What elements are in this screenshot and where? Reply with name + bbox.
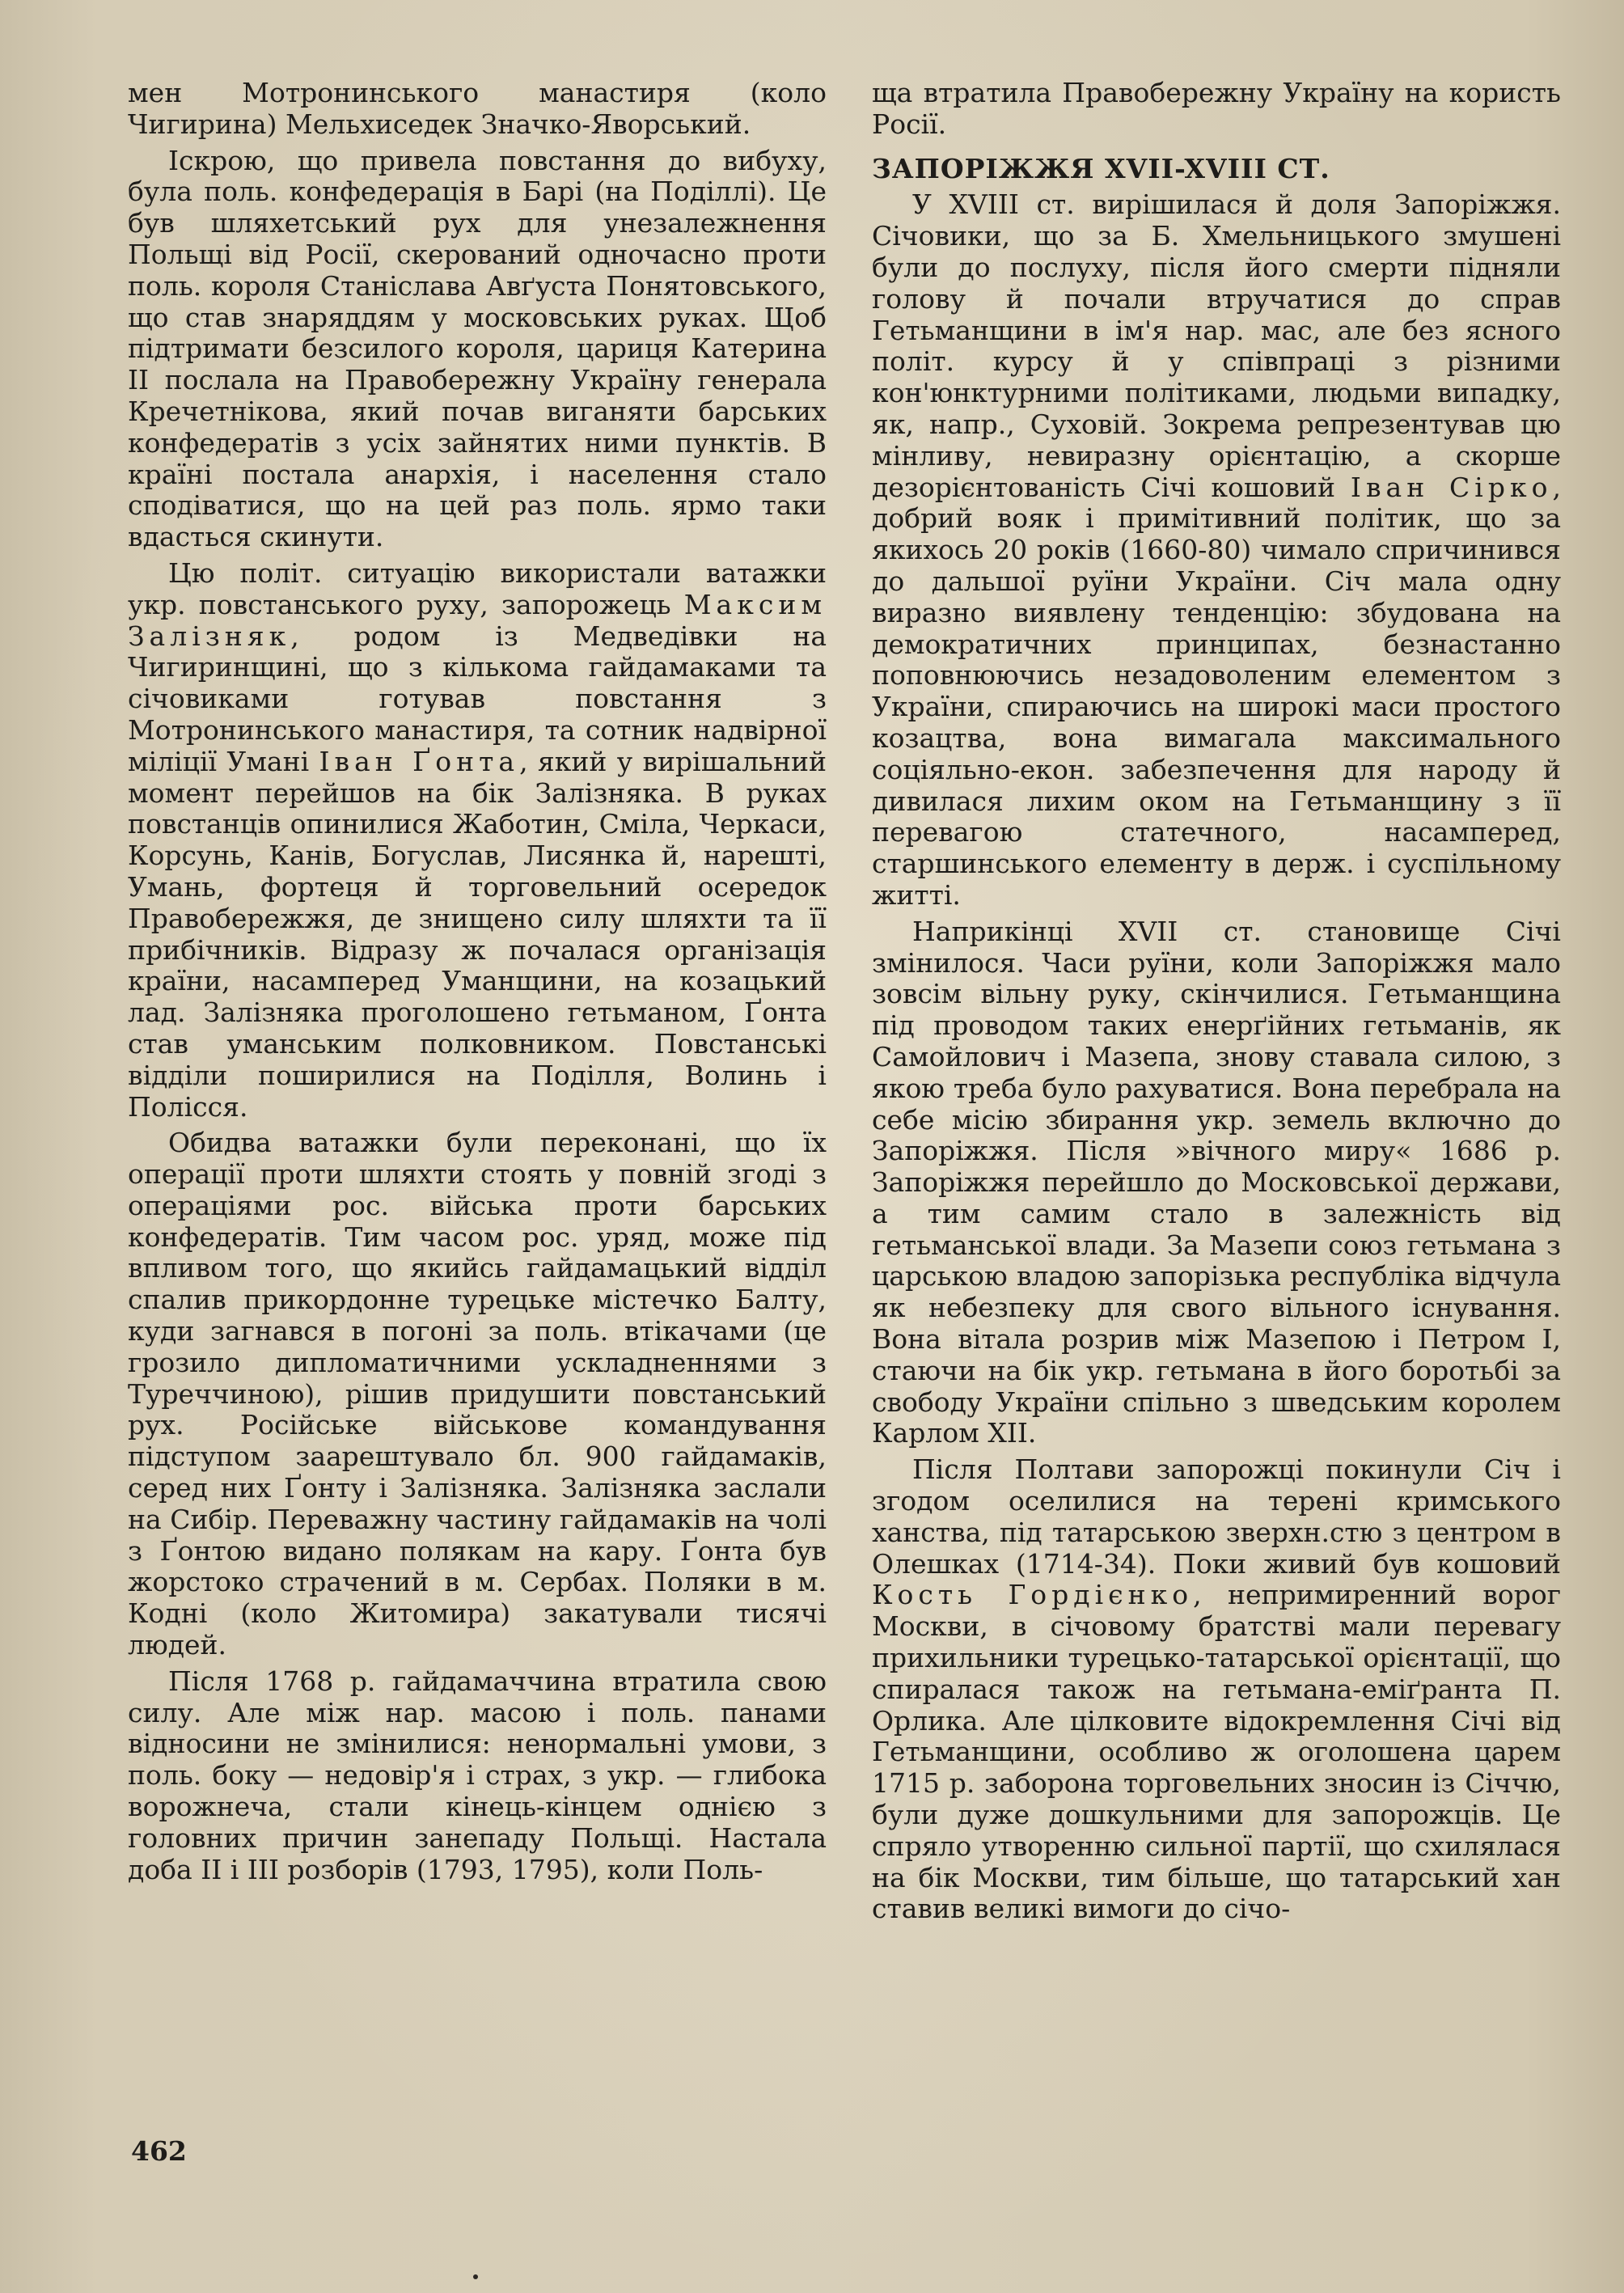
text-run: , добрий вояк і примітивний політик, що за якихось 20 років (1660-80) чимало спричинився до дальшої руїни України. Січ мала одну виразно виявлену тенденцію: збудована на демократичних принципах, безнастанно поповнюючись незадоволеним елементом з України, спираючись на широкі маси простого козацтва, вона вимагала максимального соціяльно-екон. забезпечення для народу й дивилася лихим оком на Гетьманщину з її перевагою статечного, насамперед, старшинського елементу в держ. і суспільному житті. [872, 471, 1561, 911]
paragraph-suppression: Обидва ватажки були переконані, що їх операції проти шляхти стоять у повній згоді з операціями рос. війська проти барських конфедератів. Тим часом рос. уряд, може під впливом того, що якийсь гайдамацький відділ спалив прикордонне турецьке містечко Балту, куди загнався в погоні за поль. втікачами (це грозило дипломатичними ускладненнями з Туреччиною), рішив придушити повстанський рух. Російське військове командування підступом заарештувало бл. 900 гайдамаків, серед них Ґонту і Залізняка. Залізняка заслали на Сибір. Переважну частину гайдамаків на чолі з Ґонтою видано полякам на кару. Ґонта був жорстоко страчений в м. Сербах. Поляки в м. Кодні (коло Житомира) закатували тисячі людей. [128, 1127, 827, 1661]
text-run: , непримиренний ворог Москви, в січовому братстві мали перевагу прихильники турецько-татарської орієнтації, що спиралася також на гетьмана-еміґранта П. Орлика. Але цілковите відокремлення Січі від Гетьманщини, особливо ж оголошена царем 1715 р. заборона торговельних зносин із Січчю, були дуже дошкульними для запорожців. Це спряло утворенню сильної партії, що схилялася на бік Москви, тим більше, що татарський хан ставив великі вимоги до січо- [872, 1579, 1561, 1925]
paragraph-haidamaky-leaders [128, 558, 827, 1123]
paragraph-after-1768: Після 1768 р. гайдамаччина втратила свою силу. Але між нар. масою і поль. панами відносини не змінилися: ненормальні умови, з поль. боку — недовір'я і страх, з укр. — глибока ворожнеча, стали кінець-кінцем однією з головних причин занепаду Польщі. Настала доба II і III розборів (1793, 1795), коли Поль- [128, 1665, 827, 1885]
paragraph-sich-18th-century [872, 189, 1561, 911]
right-column [872, 78, 1561, 1925]
text-run: Цю політ. ситуацію використали ватажки укр. повстанського руху, запорожець [128, 556, 827, 620]
person-name-sirko: Іван Сірко [1350, 471, 1553, 503]
person-name-zalizniak: Максим Залізняк [128, 588, 827, 652]
person-name-gonta: Іван Ґонта [319, 745, 520, 777]
left-column [128, 78, 827, 1885]
paragraph-bar-confederation: Іскрою, що привела повстання до вибуху, була поль. конфедерація в Барі (на Поділлі). Це був шляхетський рух для унезалежнення Польщі від Росії, скерований одночасно проти поль. короля Станіслава Авґуста Понятовського, що став знаряддям у московських руках. Щоб підтримати безсилого короля, цариця Катерина II послала на Правобережну Україну генерала Кречетнікова, який почав виганяти барських конфедератів з усіх зайнятих ними пунктів. В країні постала анархія, і населення стало сподіватися, що на цей раз поль. ярмо таки вдасться скинути. [128, 144, 827, 553]
section-heading: ЗАПОРІЖЖЯ XVII-XVIII СТ. [872, 152, 1330, 184]
person-name-hordiienko: Кость Гордієнко [872, 1579, 1194, 1611]
paragraph-continuation: ща втратила Правобережну Україну на користь Росії. [872, 77, 1561, 140]
text-run: Після Полтави запорожці покинули Січ і згодом оселилися на терені кримського ханства, під татарською зверхн.стю з центром в Олешках (1714-34). Поки живий був кошовий [872, 1453, 1561, 1580]
paragraph-end-17th-century: Наприкінці XVII ст. становище Січі змінилося. Часи руїни, коли Запоріжжя мало зовсім вільну руку, скінчилися. Гетьманщина під проводом таких енерґійних гетьманів, як Самойлович і Мазепа, знову ставала силою, з якою треба було рахуватися. Вона перебрала на себе місію збирання укр. земель включно до Запоріжжя. Після »вічного миру« 1686 р. Запоріжжя перейшло до Московської держави, а тим самим стало в залежність від гетьманської влади. За Мазепи союз гетьмана з царською владою запорізька республіка відчула як небезпеку для свого вільного існування. Вона вітала розрив між Мазепою і Петром I, стаючи на бік укр. гетьмана в його боротьбі за свободу України спільно з шведським королем Карлом XII. [872, 915, 1561, 1449]
page-number: 462 [131, 2135, 187, 2167]
paragraph-continuation: мен Мотронинського манастиря (коло Чигирина) Мельхиседек Значко-Яворський. [128, 77, 827, 140]
text-run: , який у вирішальний момент перейшов на бік Залізняка. В руках повстанців опинилися Жаботин, Сміла, Черкаси, Корсунь, Канів, Богуслав, Лисянка й, нарешті, Умань, фортеця й торговельний осередок Правобережжя, де знищено силу шляхти та її прибічників. Відразу ж почалася організація країни, насамперед Уманщини, на козацький лад. Залізняка проголошено гетьманом, Ґонта став уманським полковником. Повстанські відділи поширилися на Поділля, Волинь і Полісся. [128, 745, 827, 1123]
text-run: , родом із Медведівки на Чигиринщині, що з кількома гайдамаками та січовиками готував повстання з Мотронинського манастиря, та сотник надвірної міліції Умані [128, 620, 827, 777]
text-run: У XVIII ст. вирішилася й доля Запоріжжя. Січовики, що за Б. Хмельницького змушені були до послуху, після його смерти підняли голову й почали втручатися до справ Гетьманщини в ім'я нар. мас, але без ясного політ. курсу й у співпраці з різними кон'юнктурними політиками, людьми випадку, як, напр., Суховій. Зокрема репрезентував цю мінливу, невиразну орієнтацію, а скорше дезорієнтованість Січі кошовий [872, 188, 1561, 503]
paragraph-after-poltava [872, 1454, 1561, 1925]
paper-speck [473, 2274, 478, 2279]
